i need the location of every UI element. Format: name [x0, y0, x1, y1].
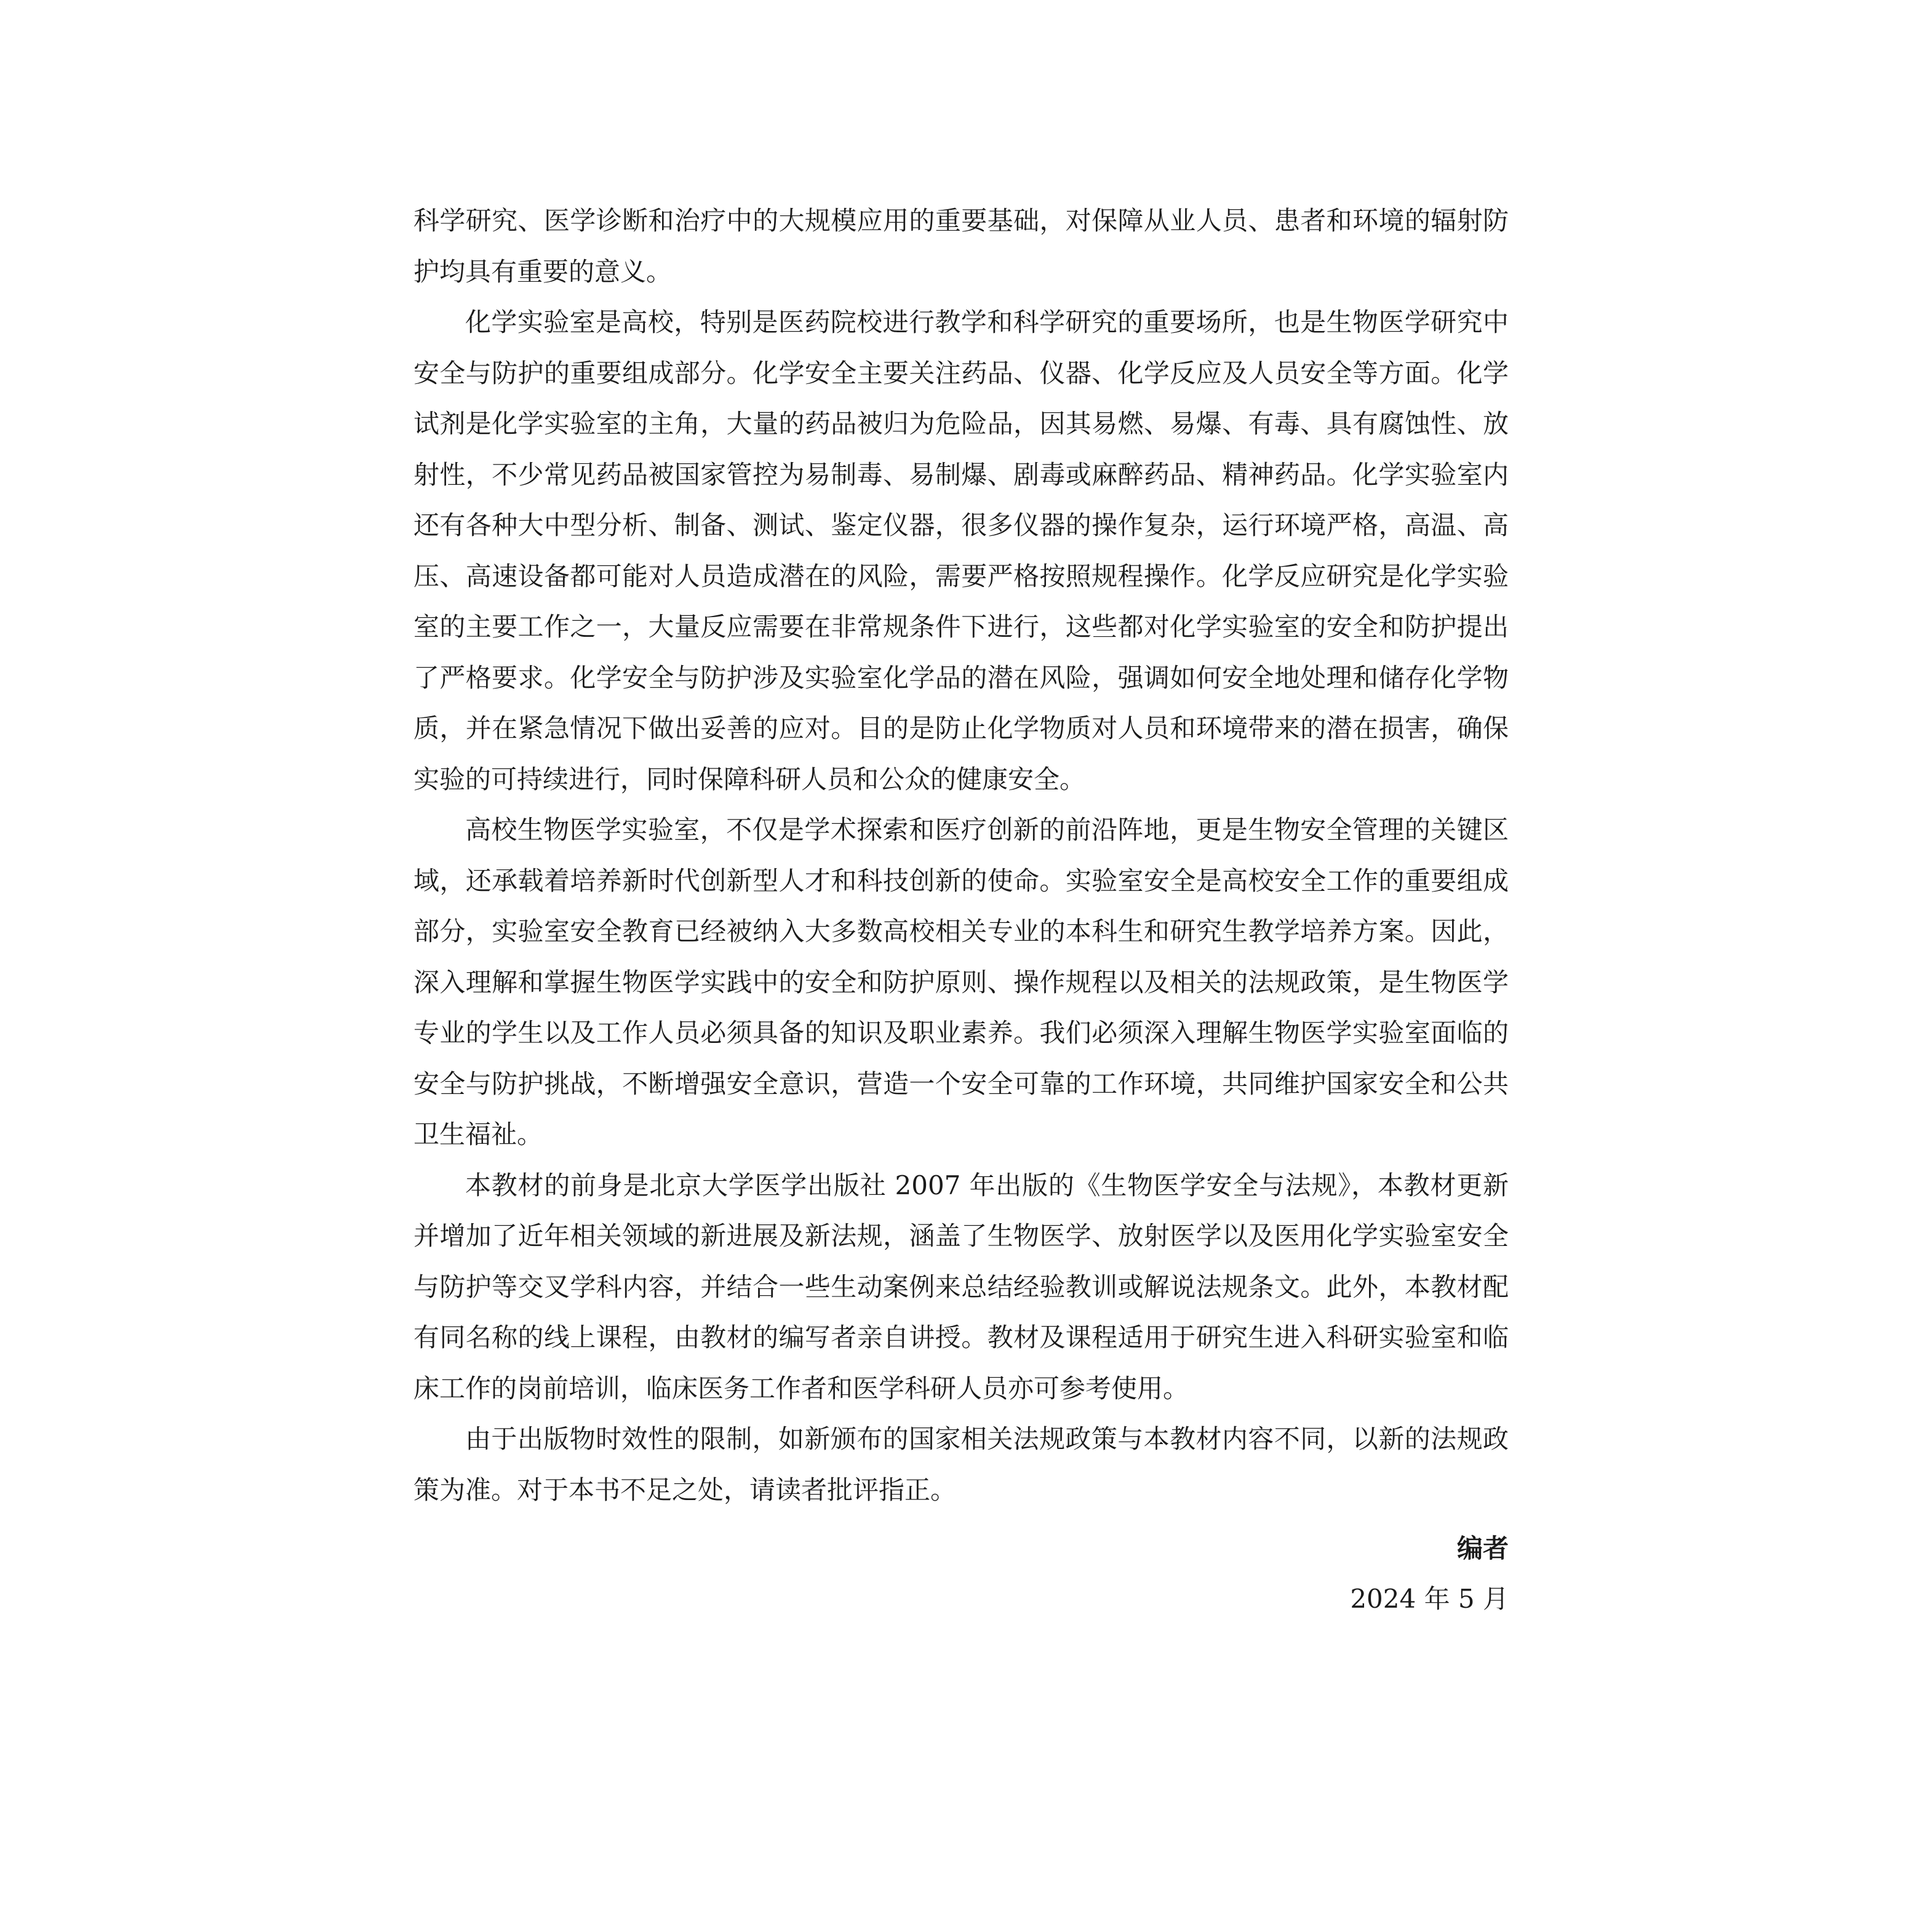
- signature-date: 2024 年 5 月: [1350, 1584, 1509, 1614]
- body-text: [413, 196, 1509, 1515]
- paragraph-disclaimer: 由于出版物时效性的限制，如新颁布的国家相关法规政策与本教材内容不同，以新的法规政策为准。对于本书不足之处，请读者批评指正。: [413, 1424, 1509, 1505]
- paragraph-textbook-history: 本教材的前身是北京大学医学出版社 2007 年出版的《生物医学安全与法规》，本教材更新并增加了近年相关领域的新进展及新法规，涵盖了生物医学、放射医学以及医用化学实验室安全与防护等交叉学科内容，并结合一些生动案例来总结经验教训或解说法规条文。此外，本教材配有同名称的线上课程，由教材的编写者亲自讲授。教材及课程适用于研究生进入科研实验室和临床工作的岗前培训，临床医务工作者和医学科研人员亦可参考使用。: [413, 1170, 1509, 1403]
- paragraph-biomedical-lab: 高校生物医学实验室，不仅是学术探索和医疗创新的前沿阵地，更是生物安全管理的关键区域，还承载着培养新时代创新型人才和科技创新的使命。实验室安全是高校安全工作的重要组成部分，实验室安全教育已经被纳入大多数高校相关专业的本科生和研究生教学培养方案。因此，深入理解和掌握生物医学实践中的安全和防护原则、操作规程以及相关的法规政策，是生物医学专业的学生以及工作人员必须具备的知识及职业素养。我们必须深入理解生物医学实验室面临的安全与防护挑战，不断增强安全意识，营造一个安全可靠的工作环境，共同维护国家安全和公共卫生福祉。: [413, 815, 1509, 1149]
- signature-author: 编者: [1456, 1533, 1509, 1563]
- paragraph-continuation: 科学研究、医学诊断和治疗中的大规模应用的重要基础，对保障从业人员、患者和环境的辐射防护均具有重要的意义。: [413, 206, 1509, 287]
- paragraph-chemical-safety: 化学实验室是高校，特别是医药院校进行教学和科学研究的重要场所，也是生物医学研究中安全与防护的重要组成部分。化学安全主要关注药品、仪器、化学反应及人员安全等方面。化学试剂是化学实验室的主角，大量的药品被归为危险品，因其易燃、易爆、有毒、具有腐蚀性、放射性，不少常见药品被国家管控为易制毒、易制爆、剧毒或麻醉药品、精神药品。化学实验室内还有各种大中型分析、制备、测试、鉴定仪器，很多仪器的操作复杂，运行环境严格，高温、高压、高速设备都可能对人员造成潜在的风险，需要严格按照规程操作。化学反应研究是化学实验室的主要工作之一，大量反应需要在非常规条件下进行，这些都对化学实验室的安全和防护提出了严格要求。化学安全与防护涉及实验室化学品的潜在风险，强调如何安全地处理和储存化学物质，并在紧急情况下做出妥善的应对。目的是防止化学物质对人员和环境带来的潜在损害，确保实验的可持续进行，同时保障科研人员和公众的健康安全。: [413, 307, 1509, 794]
